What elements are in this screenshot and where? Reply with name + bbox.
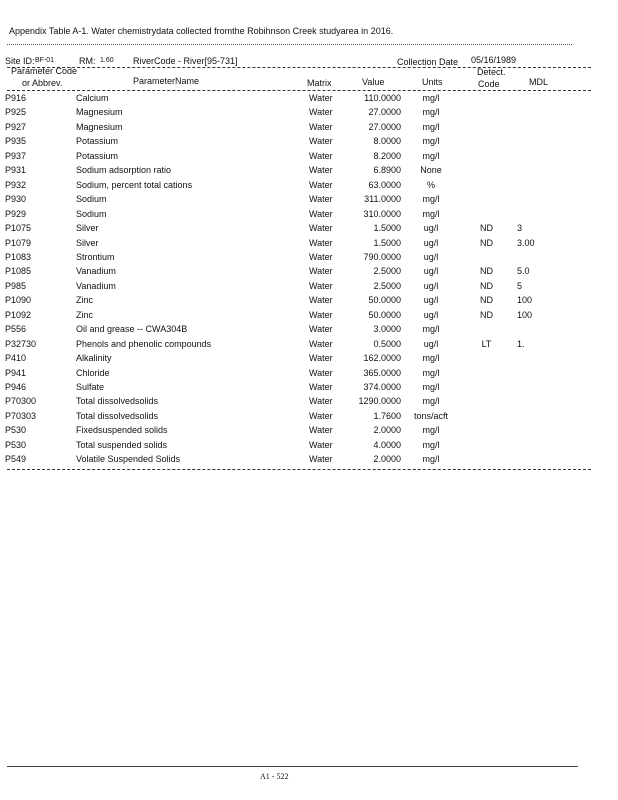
col-header-code-1: Parameter Code [11,66,78,76]
cell-units: mg/l [422,425,440,436]
cell-mdl: 100 [517,309,533,320]
cell-name: Potassium [76,150,119,161]
cell-matrix: Water [309,382,333,392]
cell-matrix: Water [309,208,333,219]
cell-name: Zinc [76,309,94,320]
cell-name: Sodium [76,208,107,219]
cell-matrix: Water [309,165,333,176]
collection-date-label: Collection Date [397,57,459,67]
table-row [0,93,618,107]
cell-code: P1075 [5,223,32,234]
cell-value: 374.0000 [363,382,401,392]
cell-value: 110.0000 [364,93,401,103]
cell-matrix: Water [309,150,333,161]
cell-matrix: Water [309,396,333,407]
table-row [0,122,618,136]
cell-code: P556 [5,324,27,335]
cell-mdl: 1. [517,338,525,349]
cell-name: Fixedsuspended solids [76,425,168,436]
cell-name: Sodium, percent total cations [76,179,193,190]
cell-name: Alkalinity [76,353,112,364]
cell-value: 310.0000 [363,208,401,219]
cell-units: ug/l [423,309,439,320]
cell-code: P916 [5,93,27,103]
cell-units: mg/l [422,353,440,364]
table-row [0,368,618,382]
cell-code: P927 [5,121,27,132]
rm-value: 1.60 [100,57,114,64]
table-row [0,396,618,410]
cell-code: P941 [5,367,27,378]
cell-matrix: Water [309,324,333,335]
site-id-label: Site ID: [5,56,35,66]
table-row [0,223,618,237]
cell-name: Sodium [76,194,107,205]
cell-value: 3.0000 [373,324,401,335]
cell-value: 2.5000 [373,266,401,277]
col-header-detect-2: Code [478,79,500,89]
cell-code: P1079 [5,237,32,248]
col-header-detect-1: Detect. [477,67,506,77]
cell-value: 8.2000 [373,150,401,161]
col-header-mdl: MDL [529,77,549,87]
cell-code: P931 [5,165,27,176]
cell-matrix: Water [309,179,333,190]
cell-code: P32730 [5,338,37,349]
table-row [0,180,618,194]
header-divider-bottom [7,90,591,91]
cell-code: P1085 [5,266,32,277]
cell-matrix: Water [309,439,333,450]
cell-name: Magnesium [76,107,123,118]
cell-units: ug/l [423,237,439,248]
cell-code: P932 [5,179,27,190]
cell-value: 2.0000 [373,425,401,436]
cell-units: mg/l [422,382,440,392]
cell-matrix: Water [309,454,333,465]
table-row [0,209,618,223]
cell-value: 1.7600 [373,410,401,421]
collection-date-value: 05/16/1989 [471,55,517,65]
cell-value: 27.0000 [368,121,401,132]
cell-units: mg/l [422,208,440,219]
col-header-matrix: Matrix [307,78,332,88]
table-end-divider [7,469,591,470]
table-row [0,411,618,425]
cell-code: P935 [5,136,27,147]
cell-units: ug/l [423,338,439,349]
cell-units: mg/l [422,367,440,378]
cell-detect: LT [481,338,492,349]
cell-detect: ND [480,309,493,320]
cell-name: Calcium [76,93,109,103]
cell-matrix: Water [309,295,333,306]
cell-value: 1.5000 [373,223,401,234]
cell-units: ug/l [423,266,439,277]
table-row [0,151,618,165]
cell-code: P929 [5,208,27,219]
cell-matrix: Water [309,353,333,364]
cell-matrix: Water [309,280,333,291]
cell-units: ug/l [423,280,439,291]
cell-value: 365.0000 [363,367,401,378]
cell-code: P1083 [5,251,32,262]
cell-matrix: Water [309,121,333,132]
footer-rule [7,766,578,767]
table-row [0,238,618,252]
rm-label: RM: [79,56,96,66]
table-row [0,454,618,468]
cell-units: ug/l [423,251,439,262]
table-row [0,107,618,121]
cell-code: P410 [5,353,27,364]
cell-matrix: Water [309,93,333,103]
cell-code: P1090 [5,295,32,306]
cell-value: 1290.0000 [358,396,401,407]
table-row [0,324,618,338]
cell-code: P985 [5,280,27,291]
cell-units: mg/l [422,324,440,335]
cell-matrix: Water [309,410,333,421]
cell-mdl: 3.00 [517,237,535,248]
cell-units: None [420,165,442,176]
cell-matrix: Water [309,309,333,320]
cell-name: Strontium [76,251,115,262]
cell-units: mg/l [422,121,440,132]
cell-name: Total suspended solids [76,439,168,450]
cell-units: mg/l [422,454,440,465]
cell-value: 50.0000 [368,295,401,306]
cell-code: P549 [5,454,27,465]
cell-value: 2.5000 [373,280,401,291]
cell-detect: ND [480,280,493,291]
cell-matrix: Water [309,367,333,378]
table-row [0,266,618,280]
col-header-name: ParameterName [133,76,200,86]
table-row [0,194,618,208]
table-row [0,353,618,367]
cell-units: ug/l [423,295,439,306]
table-row [0,165,618,179]
page-number: A1 - 522 [260,772,289,781]
cell-units: mg/l [422,150,440,161]
cell-matrix: Water [309,338,333,349]
cell-value: 311.0000 [364,194,401,205]
cell-value: 4.0000 [373,439,401,450]
cell-value: 50.0000 [368,309,401,320]
cell-value: 790.0000 [363,251,401,262]
cell-name: Silver [76,223,99,234]
table-row [0,382,618,396]
cell-name: Volatile Suspended Solids [76,454,181,465]
cell-detect: ND [480,295,493,306]
cell-matrix: Water [309,266,333,277]
cell-name: Sodium adsorption ratio [76,165,172,176]
cell-code: P530 [5,425,27,436]
cell-code: P925 [5,107,27,118]
cell-units: tons/acft [413,410,449,421]
cell-name: Vanadium [76,266,116,277]
cell-code: P70300 [5,396,37,407]
cell-name: Magnesium [76,121,123,132]
cell-matrix: Water [309,237,333,248]
cell-units: ug/l [423,223,439,234]
col-header-units: Units [422,77,443,87]
cell-code: P937 [5,150,27,161]
cell-name: Total dissolvedsolids [76,410,159,421]
cell-name: Vanadium [76,280,116,291]
cell-matrix: Water [309,223,333,234]
cell-mdl: 5 [517,280,523,291]
cell-code: P946 [5,382,27,392]
table-row [0,425,618,439]
cell-value: 63.0000 [368,179,401,190]
river-code: RiverCode - River[95-731] [133,56,238,66]
cell-matrix: Water [309,136,333,147]
cell-detect: ND [480,237,493,248]
table-row [0,339,618,353]
cell-matrix: Water [309,251,333,262]
cell-units: mg/l [422,136,440,147]
cell-value: 6.8900 [373,165,401,176]
table-row [0,440,618,454]
cell-value: 1.5000 [373,237,401,248]
cell-units: % [426,179,435,190]
cell-mdl: 3 [517,223,523,234]
table-row [0,281,618,295]
table-title: Appendix Table A-1. Water chemistrydata collected fromthe Robihnson Creek studyarea in 2016. [9,26,394,36]
title-divider [7,44,572,45]
cell-value: 8.0000 [373,136,401,147]
cell-mdl: 100 [517,295,533,306]
cell-units: mg/l [422,194,440,205]
cell-code: P70303 [5,410,37,421]
cell-value: 27.0000 [368,107,401,118]
cell-name: Oil and grease -- CWA304B [76,324,188,335]
cell-value: 0.5000 [373,338,401,349]
cell-name: Sulfate [76,382,105,392]
table-row [0,295,618,309]
cell-matrix: Water [309,107,333,118]
cell-matrix: Water [309,194,333,205]
cell-detect: ND [480,266,493,277]
table-row [0,310,618,324]
table-row [0,136,618,150]
cell-units: mg/l [422,93,440,103]
cell-units: mg/l [422,107,440,118]
cell-detect: ND [480,223,493,234]
cell-matrix: Water [309,425,333,436]
cell-name: Phenols and phenolic compounds [76,338,212,349]
cell-name: Chloride [76,367,110,378]
site-id-value: BF-01 [35,57,55,64]
cell-code: P930 [5,194,27,205]
table-row [0,252,618,266]
cell-code: P1092 [5,309,32,320]
cell-value: 2.0000 [373,454,401,465]
cell-name: Total dissolvedsolids [76,396,159,407]
cell-value: 162.0000 [363,353,401,364]
col-header-value: Value [362,77,385,87]
col-header-code-2: or Abbrev. [22,78,63,88]
cell-mdl: 5.0 [517,266,530,277]
cell-name: Silver [76,237,99,248]
cell-units: mg/l [422,396,440,407]
cell-units: mg/l [422,439,440,450]
cell-name: Potassium [76,136,119,147]
cell-code: P530 [5,439,27,450]
cell-name: Zinc [76,295,94,306]
